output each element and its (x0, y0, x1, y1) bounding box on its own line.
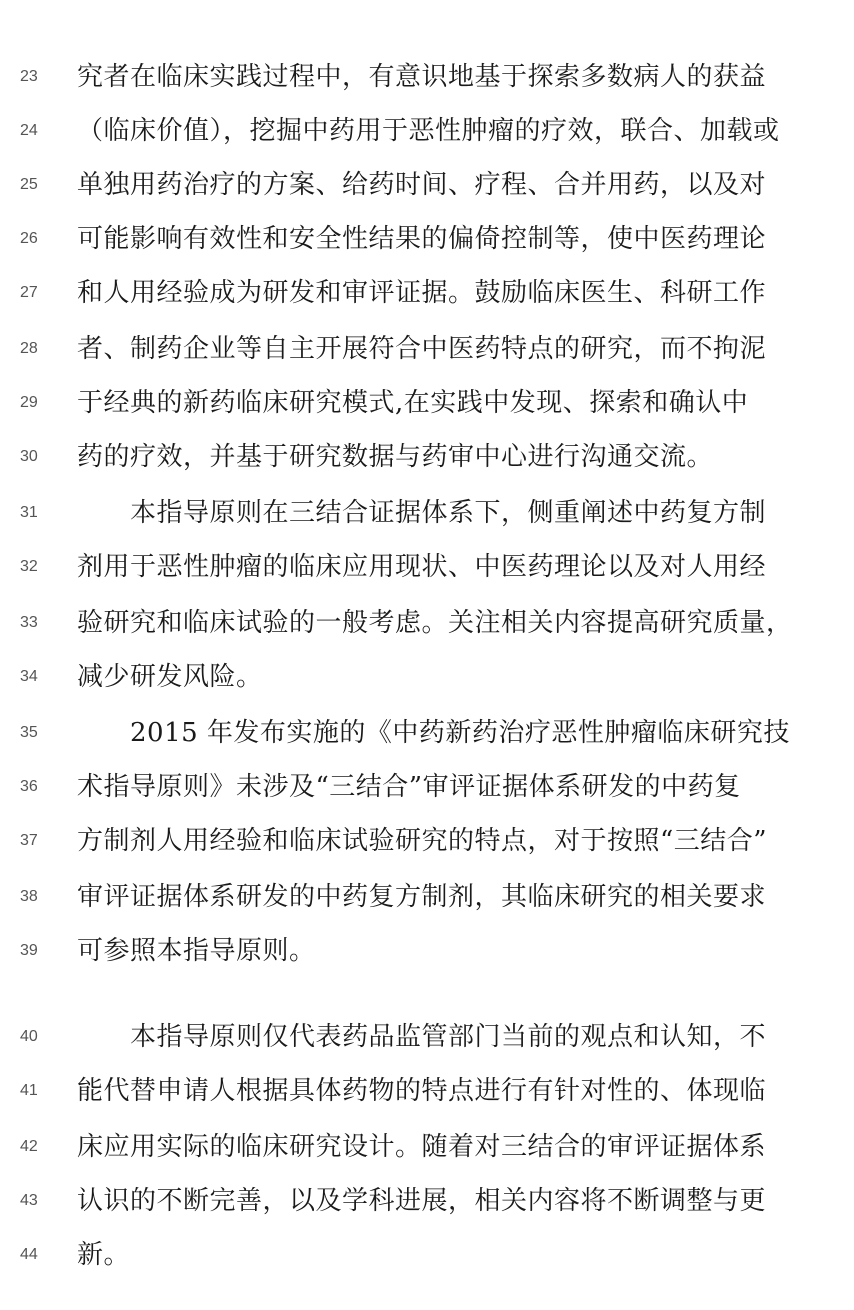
text-line (0, 550, 854, 604)
line-number: 31 (20, 504, 38, 521)
text-line (0, 440, 854, 494)
line-number: 35 (20, 724, 38, 741)
line-number: 25 (20, 176, 38, 193)
line-number: 41 (20, 1082, 38, 1099)
text-line (0, 1020, 854, 1074)
text-line (0, 276, 854, 330)
line-text: 术指导原则》未涉及“三结合”审评证据体系研发的中药复 (77, 772, 741, 802)
line-text: 单独用药治疗的方案、给药时间、疗程、合并用药，以及对 (77, 170, 767, 200)
line-text: 究者在临床实践过程中，有意识地基于探索多数病人的获益 (77, 62, 767, 92)
line-text: 床应用实际的临床研究设计。随着对三结合的审评证据体系 (77, 1132, 767, 1162)
text-line (0, 1074, 854, 1128)
line-number: 29 (20, 394, 38, 411)
line-number: 23 (20, 68, 38, 85)
text-line (0, 716, 854, 770)
line-number: 42 (20, 1138, 38, 1155)
line-text: 认识的不断完善，以及学科进展，相关内容将不断调整与更 (77, 1186, 767, 1216)
line-text: 和人用经验成为研发和审评证据。鼓励临床医生、科研工作 (77, 278, 767, 308)
text-line (0, 1238, 854, 1292)
line-text: 剂用于恶性肿瘤的临床应用现状、中医药理论以及对人用经 (77, 552, 767, 582)
text-line (0, 386, 854, 440)
text-line (0, 1184, 854, 1238)
line-number: 24 (20, 122, 38, 139)
line-number: 43 (20, 1192, 38, 1209)
line-text: 可能影响有效性和安全性结果的偏倚控制等，使中医药理论 (77, 224, 767, 254)
text-line (0, 332, 854, 386)
line-text: 新。 (77, 1240, 131, 1270)
line-number: 39 (20, 942, 38, 959)
text-line (0, 496, 854, 550)
line-text: （临床价值），挖掘中药用于恶性肿瘤的疗效，联合、加载或 (77, 116, 780, 146)
line-number: 37 (20, 832, 38, 849)
text-line (0, 1130, 854, 1184)
line-text: 方制剂人用经验和临床试验研究的特点，对于按照“三结合” (77, 826, 768, 856)
line-text: 减少研发风险。 (77, 662, 263, 692)
line-number: 26 (20, 230, 38, 247)
line-number: 33 (20, 614, 38, 631)
line-text: 药的疗效，并基于研究数据与药审中心进行沟通交流。 (77, 442, 714, 472)
text-line (0, 770, 854, 824)
line-text: 者、制药企业等自主开展符合中医药特点的研究，而不拘泥 (77, 334, 767, 364)
line-text: 可参照本指导原则。 (77, 936, 316, 966)
text-line (0, 824, 854, 878)
line-number: 30 (20, 448, 38, 465)
text-line (0, 606, 854, 660)
line-number: 32 (20, 558, 38, 575)
line-text: 验研究和临床试验的一般考虑。关注相关内容提高研究质量， (77, 608, 793, 638)
line-number: 27 (20, 284, 38, 301)
line-number: 44 (20, 1246, 38, 1263)
text-line (0, 660, 854, 714)
line-number: 40 (20, 1028, 38, 1045)
paragraph-first-line: 本指导原则在三结合证据体系下，侧重阐述中药复方制 (130, 498, 767, 528)
line-number: 28 (20, 340, 38, 357)
text-line (0, 60, 854, 114)
line-number: 38 (20, 888, 38, 905)
paragraph-first-line: 2015 年发布实施的《中药新药治疗恶性肿瘤临床研究技 (130, 718, 790, 748)
text-line (0, 934, 854, 988)
line-text: 审评证据体系研发的中药复方制剂，其临床研究的相关要求 (77, 882, 767, 912)
text-line (0, 114, 854, 168)
line-text: 能代替申请人根据具体药物的特点进行有针对性的、体现临 (77, 1076, 767, 1106)
text-line (0, 222, 854, 276)
text-line (0, 168, 854, 222)
line-text: 于经典的新药临床研究模式,在实践中发现、探索和确认中 (77, 388, 749, 418)
text-line (0, 880, 854, 934)
line-number: 34 (20, 668, 38, 685)
paragraph-first-line: 本指导原则仅代表药品监管部门当前的观点和认知，不 (130, 1022, 767, 1052)
line-number: 36 (20, 778, 38, 795)
